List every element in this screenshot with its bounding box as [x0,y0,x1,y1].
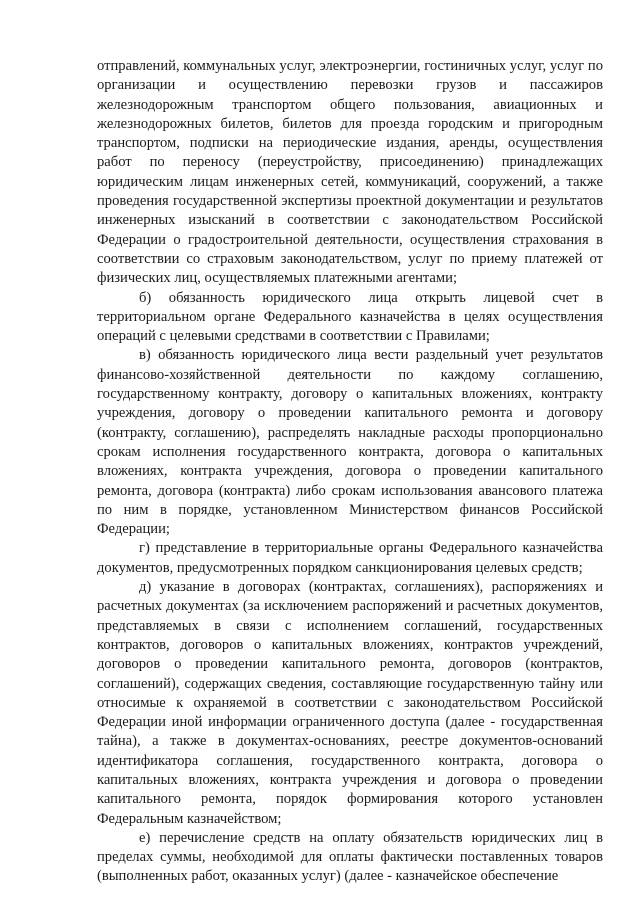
paragraph-v: в) обязанность юридического лица вести раздельный учет результатов финансово-хозяйственной деятельности по каждому соглашению, государственному контракту, договору о капитальных вложениях, контракту учреждения, договору о проведении капитального ремонта и договору (контракту, соглашению), распределять накладные расходы пропорционально срокам исполнения государственного контракта, договора о капитальных вложениях, контракта учреждения, договора о проведении капитального ремонта, договора (контракта) либо срокам использования авансового платежа по ним в порядке, установленном Министерством финансов Российской Федерации; [97,347,603,538]
paragraph-d: д) указание в договорах (контрактах, соглашениях), распоряжениях и расчетных документах (за исключением распоряжений и расчетных документов, представляемых в связи с исполнением соглашений, государственных контрактов, договоров о капитальных вложениях, контрактов учреждений, договоров о проведении капитального ремонта, договоров (контрактов, соглашений), содержащих сведения, составляющие государственную тайну или относимые к охраняемой в соответствии с законодательством Российской Федерации иной информации ограниченного доступа (далее - государственная тайна), а также в документах-основаниях, реестре документов-оснований идентификатора соглашения, государственного контракта, договора о капитальных вложениях, контракта учреждения и договора о проведении капитального ремонта, порядок формирования которого установлен Федеральным казначейством; [97,579,603,827]
paragraph-continuation: отправлений, коммунальных услуг, электроэнергии, гостиничных услуг, услуг по организации и осуществлению перевозки грузов и пассажиров железнодорожным транспортом общего пользования, авиационных и железнодорожных билетов, билетов для проезда городским и пригородным транспортом, подписки на периодические издания, аренды, осуществления работ по переносу (переустройству, присоединению) принадлежащих юридическим лицам инженерных сетей, коммуникаций, сооружений, а также проведения государственной экспертизы проектной документации и результатов инженерных изысканий в соответствии с законодательством Российской Федерации о градостроительной деятельности, осуществления страхования в соответствии со страховым законодательством, услуг по приему платежей от физических лиц, осуществляемых платежными агентами; [97,58,603,287]
paragraph-e: е) перечисление средств на оплату обязательств юридических лиц в пределах суммы, необходимой для оплаты фактически поставленных товаров (выполненных работ, оказанных услуг) (далее - казначейское обеспечение [97,829,603,885]
paragraph-b: б) обязанность юридического лица открыть лицевой счет в территориальном органе Федерального казначейства в целях осуществления операций с целевыми средствами в соответствии с Правилами; [97,289,603,345]
document-body [97,57,603,887]
paragraph-g: г) представление в территориальные органы Федерального казначейства документов, предусмотренных порядком санкционирования целевых средств; [97,540,603,576]
